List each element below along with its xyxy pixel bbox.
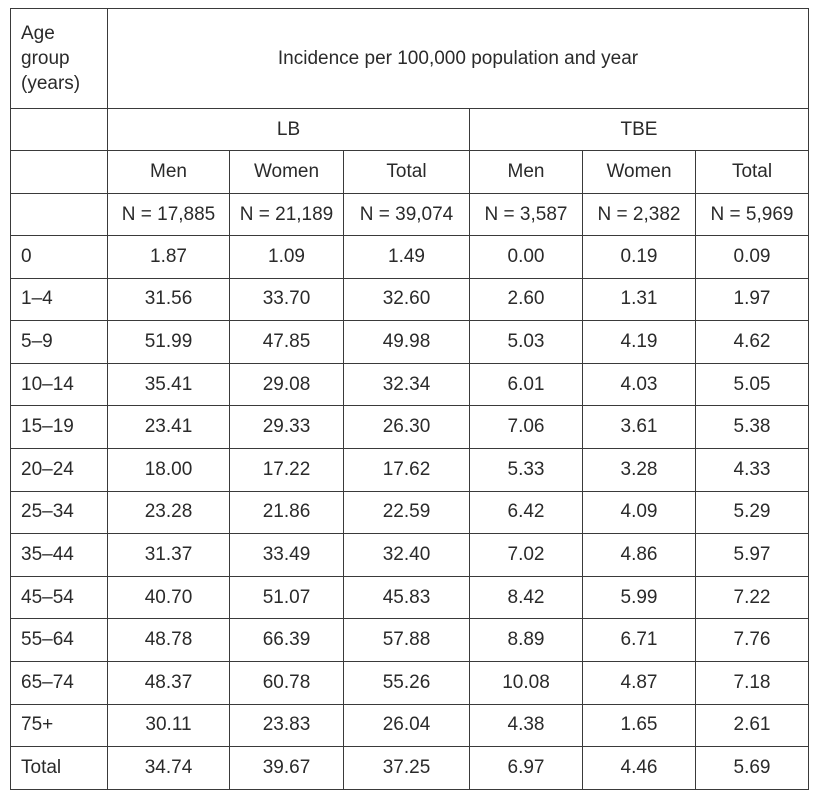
value-cell: 5.03 <box>470 321 583 364</box>
age-group-cell: 35–44 <box>11 534 108 577</box>
value-cell: 66.39 <box>230 619 344 662</box>
value-cell: 17.22 <box>230 448 344 491</box>
value-cell: 26.04 <box>344 704 470 747</box>
table-row <box>11 236 809 279</box>
value-cell: 4.86 <box>583 534 696 577</box>
age-group-cell: 65–74 <box>11 661 108 704</box>
value-cell: 5.33 <box>470 448 583 491</box>
value-cell: 2.61 <box>696 704 809 747</box>
header-row-title <box>11 9 809 109</box>
subheader-tbe-women: Women <box>583 151 696 194</box>
value-cell: 32.40 <box>344 534 470 577</box>
value-cell: 33.49 <box>230 534 344 577</box>
age-group-cell: 20–24 <box>11 448 108 491</box>
value-cell: 4.62 <box>696 321 809 364</box>
value-cell: 31.56 <box>108 278 230 321</box>
value-cell: 6.97 <box>470 747 583 790</box>
table-row <box>11 534 809 577</box>
value-cell: 1.31 <box>583 278 696 321</box>
value-cell: 0.00 <box>470 236 583 279</box>
value-cell: 1.09 <box>230 236 344 279</box>
subheader-tbe-men: Men <box>470 151 583 194</box>
value-cell: 32.60 <box>344 278 470 321</box>
value-cell: 47.85 <box>230 321 344 364</box>
value-cell: 23.83 <box>230 704 344 747</box>
value-cell: 6.01 <box>470 363 583 406</box>
age-group-cell: 0 <box>11 236 108 279</box>
value-cell: 7.02 <box>470 534 583 577</box>
value-cell: 0.19 <box>583 236 696 279</box>
value-cell: 4.09 <box>583 491 696 534</box>
value-cell: 4.19 <box>583 321 696 364</box>
value-cell: 8.42 <box>470 576 583 619</box>
subheader-lb-women: Women <box>230 151 344 194</box>
table-row <box>11 406 809 449</box>
value-cell: 7.18 <box>696 661 809 704</box>
n-lb-women: N = 21,189 <box>230 194 344 236</box>
value-cell: 22.59 <box>344 491 470 534</box>
value-cell: 26.30 <box>344 406 470 449</box>
value-cell: 60.78 <box>230 661 344 704</box>
table-row <box>11 278 809 321</box>
table-row <box>11 491 809 534</box>
n-lb-total: N = 39,074 <box>344 194 470 236</box>
value-cell: 5.38 <box>696 406 809 449</box>
value-cell: 32.34 <box>344 363 470 406</box>
table-title: Incidence per 100,000 population and year <box>108 9 809 109</box>
empty-header-cell <box>11 151 108 194</box>
age-group-cell: 75+ <box>11 704 108 747</box>
value-cell: 29.08 <box>230 363 344 406</box>
value-cell: 21.86 <box>230 491 344 534</box>
header-row-n <box>11 194 809 236</box>
value-cell: 51.99 <box>108 321 230 364</box>
value-cell: 37.25 <box>344 747 470 790</box>
age-group-cell: 1–4 <box>11 278 108 321</box>
empty-header-cell <box>11 109 108 151</box>
value-cell: 1.97 <box>696 278 809 321</box>
header-row-groups <box>11 109 809 151</box>
value-cell: 45.83 <box>344 576 470 619</box>
value-cell: 4.87 <box>583 661 696 704</box>
value-cell: 34.74 <box>108 747 230 790</box>
value-cell: 31.37 <box>108 534 230 577</box>
value-cell: 5.97 <box>696 534 809 577</box>
n-tbe-men: N = 3,587 <box>470 194 583 236</box>
value-cell: 2.60 <box>470 278 583 321</box>
value-cell: 18.00 <box>108 448 230 491</box>
n-lb-men: N = 17,885 <box>108 194 230 236</box>
value-cell: 33.70 <box>230 278 344 321</box>
value-cell: 57.88 <box>344 619 470 662</box>
table-row <box>11 576 809 619</box>
value-cell: 4.38 <box>470 704 583 747</box>
value-cell: 0.09 <box>696 236 809 279</box>
empty-header-cell <box>11 194 108 236</box>
age-group-cell: 25–34 <box>11 491 108 534</box>
value-cell: 48.37 <box>108 661 230 704</box>
age-group-cell: 5–9 <box>11 321 108 364</box>
table-row <box>11 661 809 704</box>
value-cell: 51.07 <box>230 576 344 619</box>
header-row-sex <box>11 151 809 194</box>
value-cell: 30.11 <box>108 704 230 747</box>
n-tbe-women: N = 2,382 <box>583 194 696 236</box>
subheader-lb-total: Total <box>344 151 470 194</box>
group-header-tbe: TBE <box>470 109 809 151</box>
n-tbe-total: N = 5,969 <box>696 194 809 236</box>
value-cell: 1.65 <box>583 704 696 747</box>
value-cell: 3.61 <box>583 406 696 449</box>
value-cell: 48.78 <box>108 619 230 662</box>
age-group-cell: 55–64 <box>11 619 108 662</box>
value-cell: 4.33 <box>696 448 809 491</box>
incidence-table <box>10 8 809 790</box>
value-cell: 39.67 <box>230 747 344 790</box>
value-cell: 3.28 <box>583 448 696 491</box>
table-row <box>11 704 809 747</box>
value-cell: 23.41 <box>108 406 230 449</box>
value-cell: 10.08 <box>470 661 583 704</box>
value-cell: 8.89 <box>470 619 583 662</box>
value-cell: 5.05 <box>696 363 809 406</box>
table-row <box>11 619 809 662</box>
table-row <box>11 747 809 790</box>
value-cell: 5.29 <box>696 491 809 534</box>
value-cell: 17.62 <box>344 448 470 491</box>
group-header-lb: LB <box>108 109 470 151</box>
age-group-header: Age group (years) <box>11 9 108 109</box>
value-cell: 5.99 <box>583 576 696 619</box>
age-group-cell: 45–54 <box>11 576 108 619</box>
value-cell: 5.69 <box>696 747 809 790</box>
value-cell: 40.70 <box>108 576 230 619</box>
subheader-lb-men: Men <box>108 151 230 194</box>
value-cell: 6.42 <box>470 491 583 534</box>
value-cell: 49.98 <box>344 321 470 364</box>
subheader-tbe-total: Total <box>696 151 809 194</box>
table-row <box>11 448 809 491</box>
value-cell: 4.46 <box>583 747 696 790</box>
age-group-cell: 10–14 <box>11 363 108 406</box>
value-cell: 1.87 <box>108 236 230 279</box>
value-cell: 55.26 <box>344 661 470 704</box>
value-cell: 7.22 <box>696 576 809 619</box>
value-cell: 1.49 <box>344 236 470 279</box>
value-cell: 6.71 <box>583 619 696 662</box>
value-cell: 7.06 <box>470 406 583 449</box>
value-cell: 23.28 <box>108 491 230 534</box>
value-cell: 29.33 <box>230 406 344 449</box>
age-group-cell: Total <box>11 747 108 790</box>
value-cell: 4.03 <box>583 363 696 406</box>
age-group-cell: 15–19 <box>11 406 108 449</box>
value-cell: 35.41 <box>108 363 230 406</box>
table-row <box>11 363 809 406</box>
value-cell: 7.76 <box>696 619 809 662</box>
table-row <box>11 321 809 364</box>
